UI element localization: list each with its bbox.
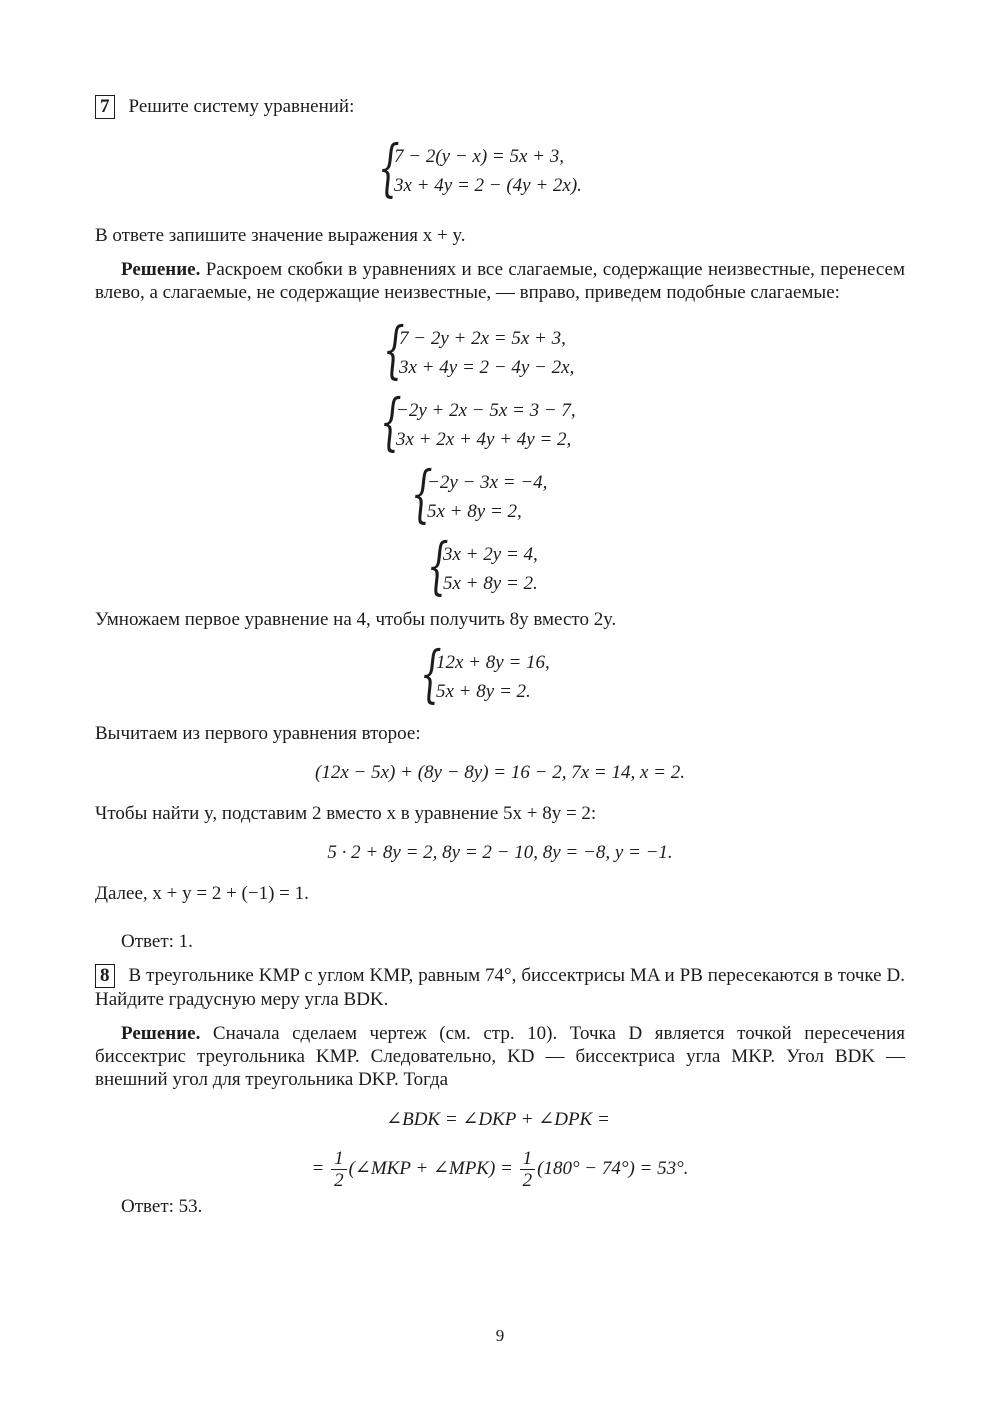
further-text: Далее, x + y = 2 + (−1) = 1. <box>95 883 309 904</box>
equation-system: { 3x + 2y = 4, 5x + 8y = 2. <box>427 529 538 602</box>
problem-8-text: В треугольнике KMP с углом KMP, равным 74°, биссектрисы MA и PB пересекаются в точке D. Найдите градусную меру угла BDK. <box>95 965 905 1010</box>
equation-system: { −2y + 2x − 5x = 3 − 7, 3x + 2x + 4y + 4y = 2, <box>380 385 576 458</box>
equation-system: { 12x + 8y = 16, 5x + 8y = 2. <box>420 637 550 710</box>
equation-system: { −2y − 3x = −4, 5x + 8y = 2, <box>411 457 548 530</box>
solution-label: Решение. <box>121 1023 201 1044</box>
find-y-equation: 5 · 2 + 8y = 2, 8y = 2 − 10, 8y = −8, y = −1. <box>327 842 673 863</box>
find-y-text: Чтобы найти y, подставим 2 вместо x в уравнение 5x + 8y = 2: <box>95 803 597 824</box>
equation-line: 7 − 2(y − x) = 5x + 3, <box>394 146 564 167</box>
answer-7: Ответ: 1. <box>121 931 193 952</box>
multiply-text: Умножаем первое уравнение на 4, чтобы получить 8y вместо 2y. <box>95 609 617 630</box>
problem-8-statement <box>95 964 905 1011</box>
equation-line: 12x + 8y = 16, <box>436 652 550 673</box>
fraction-half: $\frac{1}{2}$ <box>331 1148 347 1191</box>
equation-line: −2y − 3x = −4, <box>427 472 548 493</box>
equation-line: −2y + 2x − 5x = 3 − 7, <box>396 400 576 421</box>
fraction-half: $\frac{1}{2}$ <box>520 1148 536 1191</box>
angle-equation-1: ∠BDK = ∠DKP + ∠DPK = <box>386 1109 610 1130</box>
answer-8: Ответ: 53. <box>121 1196 203 1217</box>
equation-system: { 7 − 2(y − x) = 5x + 3, 3x + 4y = 2 − (4y + 2x). <box>378 131 582 204</box>
solution-label: Решение. <box>121 259 201 280</box>
subtract-equation: (12x − 5x) + (8y − 8y) = 16 − 2, 7x = 14, x = 2. <box>315 762 685 783</box>
equation-line: 5x + 8y = 2, <box>427 501 522 522</box>
problem-number-badge: 8 <box>95 964 115 988</box>
equation-line: 3x + 4y = 2 − 4y − 2x, <box>399 357 575 378</box>
equation-line: 3x + 2y = 4, <box>443 544 538 565</box>
equation-line: 5x + 8y = 2. <box>443 573 538 594</box>
page-number: 9 <box>495 1326 505 1345</box>
problem-7-solution <box>95 258 905 304</box>
solution-text: Раскроем скобки в уравнениях и все слагаемые, содержащие неизвестные, перенесем влево, а слагаемые, не содержащие неизвестные, — вправо, приведем подобные слагаемые: <box>95 259 905 303</box>
problem-8-solution <box>95 1022 905 1091</box>
problem-7-ask: В ответе запишите значение выражения x + y. <box>95 225 466 246</box>
equation-line: 7 − 2y + 2x = 5x + 3, <box>399 328 566 349</box>
problem-7-statement <box>95 95 905 119</box>
equation-line: 5x + 8y = 2. <box>436 681 531 702</box>
angle-equation-2: = $\frac{1}{2}$ (∠MKP + ∠MPK) = $\frac{1}{2}$ (180° − 74°) = 53°. <box>311 1148 689 1191</box>
equation-system: { 7 − 2y + 2x = 5x + 3, 3x + 4y = 2 − 4y − 2x, <box>383 313 575 386</box>
solution-text: Сначала сделаем чертеж (см. стр. 10). Точка D является точкой пересечения биссектрис треугольника KMP. Следовательно, KD — биссектриса угла MKP. Угол BDK — внешний угол для треугольника DKP. Тогда <box>95 1023 906 1090</box>
equation-line: 3x + 4y = 2 − (4y + 2x). <box>394 175 582 196</box>
subtract-text: Вычитаем из первого уравнения второе: <box>95 723 421 744</box>
problem-number-badge: 7 <box>95 95 115 119</box>
equation-line: 3x + 2x + 4y + 4y = 2, <box>396 429 572 450</box>
problem-7-text: Решите систему уравнений: <box>128 96 355 117</box>
